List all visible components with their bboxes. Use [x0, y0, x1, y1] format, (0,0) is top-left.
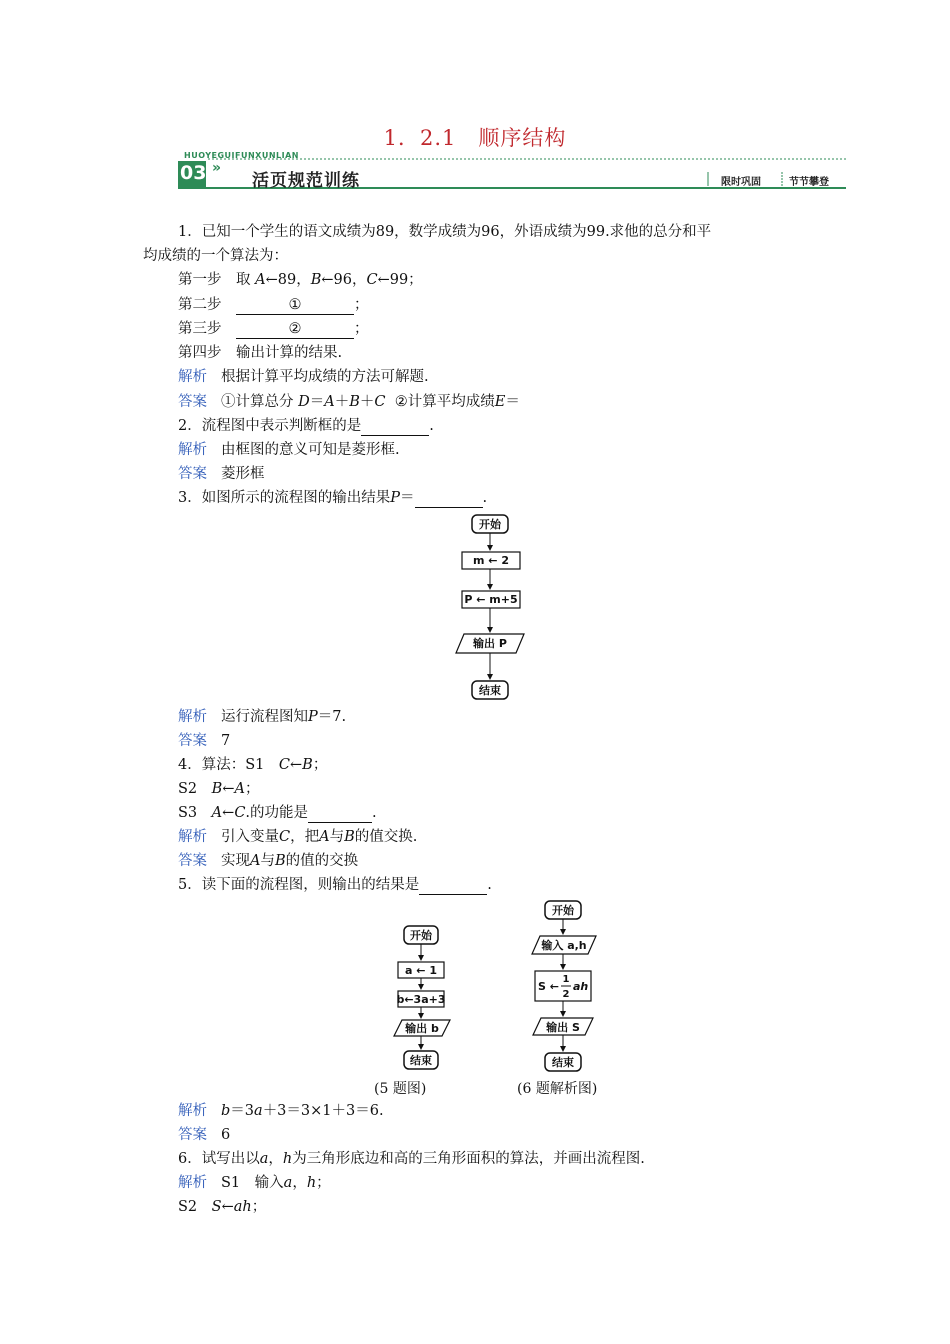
q5-flowchart [383, 922, 463, 1074]
q5-end-text: 结束 [410, 1054, 432, 1067]
q6-step-text: S ← [538, 980, 559, 993]
q3-analysis: 解析 运行流程图知P＝7. [178, 709, 347, 725]
q6-start-text: 开始 [552, 904, 574, 917]
q1-blank2: ② [236, 321, 354, 339]
q4-answer: 答案 实现A与B的值的交换 [178, 853, 359, 869]
banner-chevron: » [212, 160, 222, 176]
q3-flowchart [450, 512, 540, 704]
q6-output-text: 输出 S [546, 1021, 580, 1034]
q3-question: 3．如图所示的流程图的输出结果P＝ . [178, 490, 488, 506]
q6-end-text: 结束 [552, 1056, 574, 1069]
section-banner [178, 151, 846, 191]
banner-pinyin: HUOYEGUIFUNXUNLIAN [184, 151, 299, 160]
q5-question: 5．读下面的流程图，则输出的结果是 . [178, 877, 492, 893]
q6-flowchart [524, 898, 604, 1076]
q3-end-text: 结束 [479, 684, 501, 697]
q6-analysis-s2: S2 S←ah； [178, 1199, 267, 1215]
q1-analysis: 解析 根据计算平均成绩的方法可解题. [178, 369, 429, 385]
q1-step3: 第三步 ② ； [178, 321, 369, 337]
q1-step4: 第四步 输出计算的结果. [178, 345, 343, 361]
banner-right-b: 节节攀登 [789, 177, 829, 188]
q3-step2-text: P ← m+5 [464, 593, 518, 606]
q2-analysis: 解析 由框图的意义可知是菱形框. [178, 442, 400, 458]
q6-frac-tail: ah [573, 980, 589, 993]
q5-analysis: 解析 b＝3a＋3＝3×1＋3＝6. [178, 1103, 384, 1119]
q1-answer: 答案 ①计算总分 D＝A＋B＋C ②计算平均成绩E＝ [178, 394, 520, 410]
q3-output-text: 输出 P [473, 637, 507, 650]
q4-line1: 4．算法：S1 C←B； [178, 757, 328, 773]
q5-answer: 答案 6 [178, 1127, 231, 1143]
q6-input-text: 输入 a,h [541, 939, 587, 952]
q1-line1: 1．已知一个学生的语文成绩为89，数学成绩为96，外语成绩为99.求他的总分和平 [178, 224, 712, 240]
q2-question: 2．流程图中表示判断框的是 . [178, 418, 434, 434]
q5-caption: (5 题图) [374, 1081, 427, 1097]
q5-start-text: 开始 [410, 929, 432, 942]
q1-step2: 第二步 ① ； [178, 297, 369, 313]
q6-frac-num: 1 [562, 974, 570, 985]
banner-right-a: 限时巩固 [721, 177, 761, 188]
q6-caption: (6 题解析图) [517, 1081, 598, 1097]
q4-line3: S3 A←C.的功能是 . [178, 805, 377, 821]
q4-line2: S2 B←A； [178, 781, 260, 797]
q5-step2-text: b←3a+3 [396, 993, 446, 1006]
q1-step1: 第一步 取 A←89，B←96，C←99； [178, 272, 423, 288]
q1-line2: 均成绩的一个算法为： [143, 248, 288, 264]
banner-number: 03 [180, 162, 207, 184]
q4-analysis: 解析 引入变量C，把A与B的值交换. [178, 829, 418, 845]
q3-answer: 答案 7 [178, 733, 231, 749]
page-title: 1．2.1 顺序结构 [383, 126, 567, 150]
banner-heading: 活页规范训练 [252, 171, 360, 191]
q6-question: 6．试写出以a，h为三角形底边和高的三角形面积的算法，并画出流程图. [178, 1151, 645, 1167]
q1-blank1: ① [236, 297, 354, 315]
q2-answer: 答案 菱形框 [178, 466, 265, 482]
q3-step1-text: m ← 2 [473, 554, 509, 567]
q6-frac-den: 2 [562, 989, 570, 1000]
q6-analysis-s1: 解析 S1 输入a，h； [178, 1175, 331, 1191]
q3-start-text: 开始 [479, 518, 501, 531]
q5-step1-text: a ← 1 [405, 964, 437, 977]
q5-output-text: 输出 b [405, 1022, 439, 1035]
